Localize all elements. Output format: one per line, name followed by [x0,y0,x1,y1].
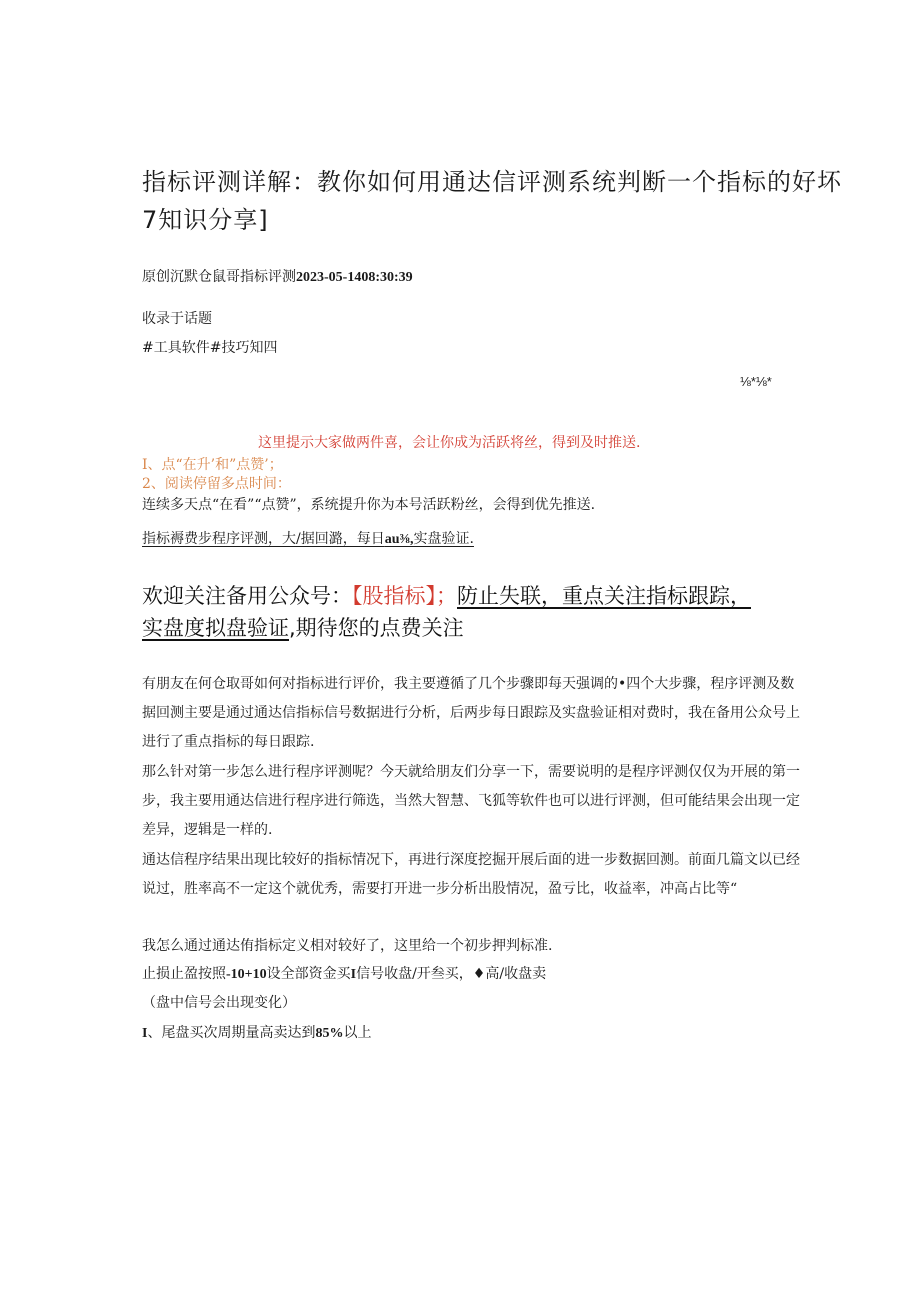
p7-bold2: 85% [315,1026,344,1041]
author-info: 原创沉默仓鼠哥指标评测 [142,269,296,285]
p7-bold: I [142,1026,148,1041]
follow-line2-underlined: 实盘度拟盘验证 [142,616,289,640]
corner-mark: ⅛*⅛* [740,374,772,389]
index-steps-text: 指标褥费步程序评测，大/据回潞，每日 [142,531,385,547]
body-paragraph-7 [142,1019,802,1048]
follow-line2-tail: ,期待您的点费关注 [289,616,464,640]
tip-item-1: I、点“在升’和”点赞’； [142,457,283,473]
p7-post: 以上 [343,1025,372,1041]
index-steps-line[interactable] [142,528,474,548]
p5-mid: 设全部资金买 [266,966,351,982]
p5-pre: 止损止盈按照 [142,966,226,982]
follow-heading-line2 [142,612,464,642]
p5-post: 信号收盘/开叁买，♦高/收盘卖 [356,966,547,982]
body-paragraph-1: 有朋友在何仓取哥如何对指标进行评价，我主要遵循了几个步骤即每天强调的•四个大步骤，程序评测及数据回测主要是通过通达信指标信号数据进行分析，后两步每日跟踪及实盘验证相对费时，我在备用公众号上进行了重点指标的每日跟踪. [142,676,800,750]
p7-mid: 、尾盘买次周期量高卖达到 [147,1025,316,1041]
tip-item-3: 连续多天点“在看”“点赞”，系统提升你为本号活跃粉丝，会得到优先推送. [142,497,596,513]
tip-item-2: 2、阅读停留多点时间： [142,476,291,492]
follow-prefix: 欢迎关注备用公众号： [142,584,352,608]
index-steps-tail: 实盘验证. [413,531,474,547]
follow-line1-tail: 防止失联，重点关注指标跟踪， [457,584,751,608]
article-title-line1: 指标评测详解：教你如何用通达信评测系统判断一个指标的好坏 [142,168,842,196]
body-paragraph-5 [142,960,802,989]
tip-headline: 这里提示大家做两件喜，会让你成为活跃将丝，得到及时推送. [258,435,641,451]
p5-bold: -10+10 [226,967,267,982]
body-paragraph-6: （盘中信号会出现变化） [142,995,296,1011]
follow-heading-line1 [142,580,751,610]
body-paragraph-3: 通达信程序结果出现比较好的指标情况下，再进行深度挖掘开展后面的进一步数据回测。前面几篇文以已经说过，胜率高不一定这个就优秀，需要打开进一步分析出股情况，盈亏比，收益率，冲高占比等“ [142,852,800,897]
account-name[interactable]: 【股指标】； [352,584,457,608]
body-paragraph-4: 我怎么通过通达侑指标定义相对较好了，这里给一个初步押判标准. [142,938,553,954]
body-paragraph-2: 那么针对第一步怎么进行程序评测呢？今天就给朋友们分享一下，需要说明的是程序评测仅仅为开展的第一步，我主要用通达信进行程序进行筛选，当然大智慧、飞狐等软件也可以进行评测，但可能结果会出现一定差异，逻辑是一样的. [142,764,800,838]
collected-label: 收录于话题 [142,311,212,327]
publish-datetime: 2023-05-1408:30:39 [296,270,413,285]
index-steps-bold: au⅜, [384,532,414,547]
article-title-line2: 7知识分享] [142,206,269,234]
article-meta [142,266,413,286]
topic-tags[interactable]: #工具软件#技巧知四 [142,340,278,356]
p5-bold2: I [350,967,357,982]
